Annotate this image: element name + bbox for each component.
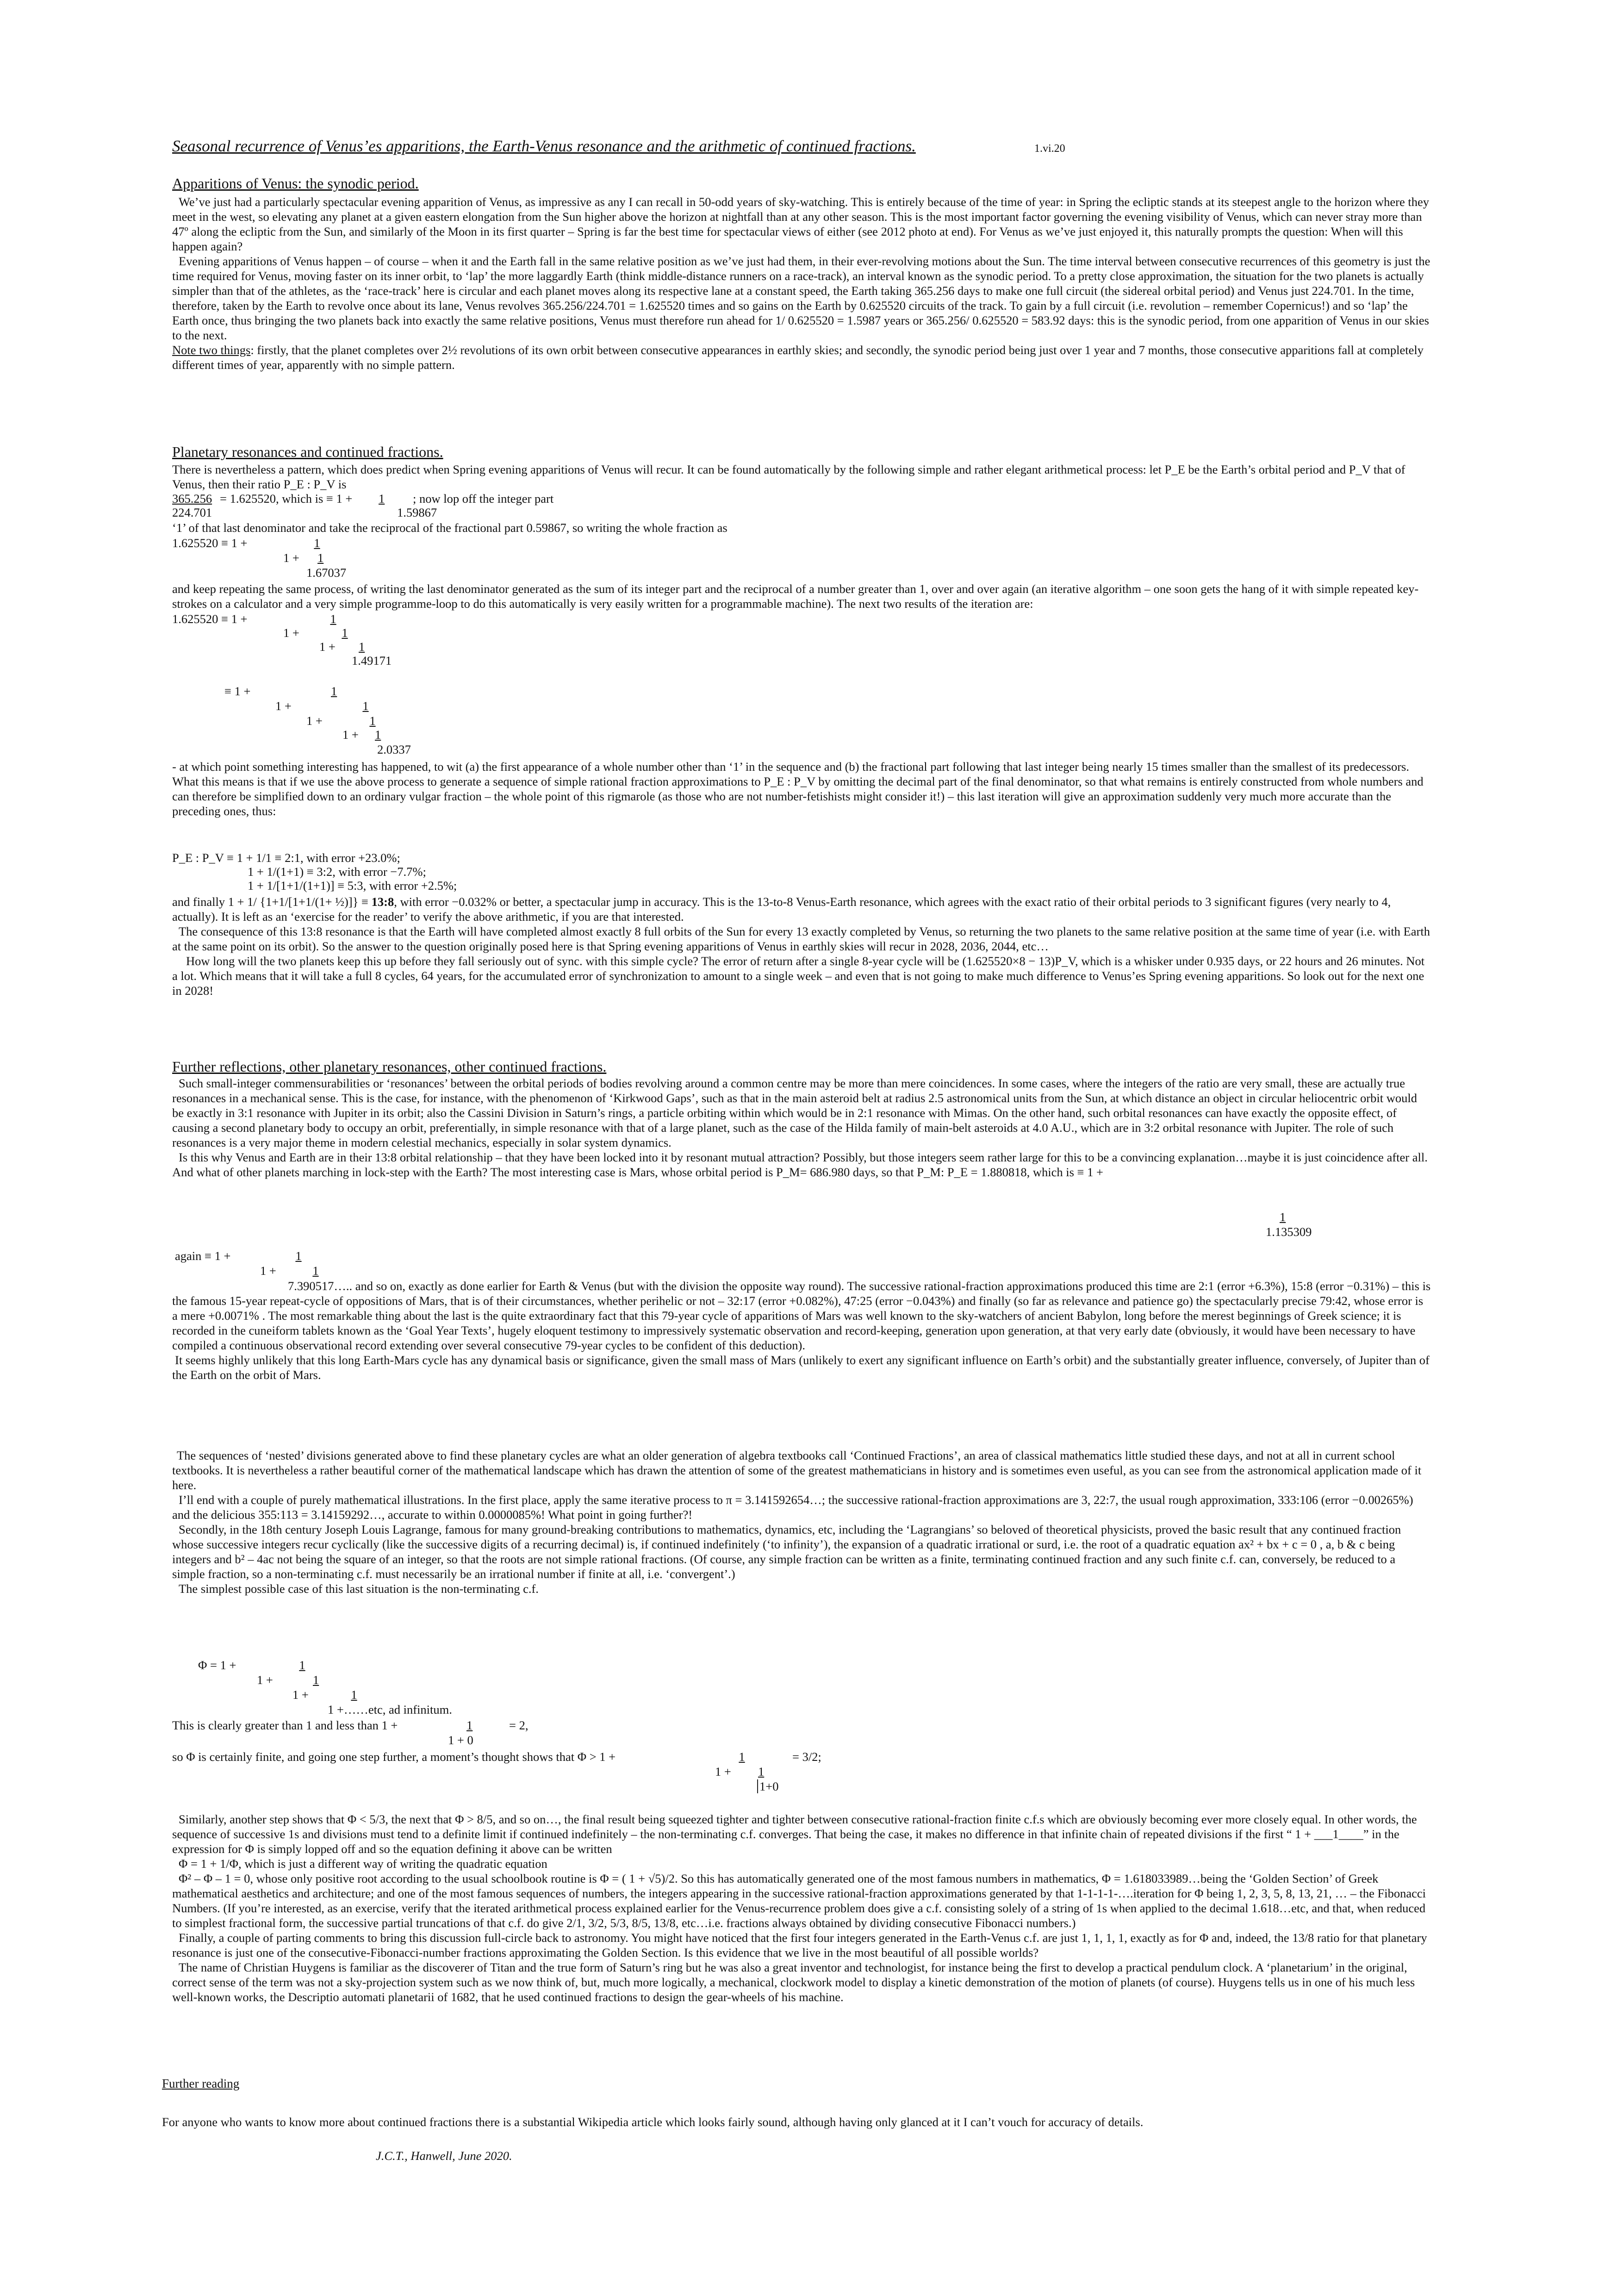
section-resonances-body xyxy=(172,894,1431,998)
paragraph: Evening apparitions of Venus happen – of course – when it and the Earth fall in the same relative position as we’ve just had them, in their ever-revolving motions about the Sun. The time interval between consecutive recurrences of this geometry is just the time required for Venus, moving faster on its inner orbit, to ‘lap’ the more laggardly Earth (think middle-distance runners on a race-track), an interval known as the synodic period. To a pretty close approximation, the situation for the two planets is actually simpler than that of the athletes, as the ‘race-track’ here is circular and each planet moves along its respective lane at a constant speed, the Earth taking 365.256 days to make one full circuit (the sidereal orbital period) and Venus just 224.701. In the time, therefore, taken by the Earth to revolve once about its lane, Venus revolves 365.256/224.701 = 1.625520 times and so gains on the Earth by 0.625520 circuits of the track. To gain by a full circuit (i.e. revolution – remember Copernicus!) and so ‘lap’ the Earth once, thus bringing the two planets back into exactly the same relative positions, Venus must therefore run ahead for 1/ 0.625520 = 1.5987 years or 365.256/ 0.625520 = 583.92 days: this is the synodic period, from one apparition of Venus in our skies to the next. xyxy=(172,254,1430,342)
signature: J.C.T., Hanwell, June 2020. xyxy=(376,2149,512,2163)
eq4-line-1: ≡ 1 + xyxy=(224,684,251,698)
paragraph: The sequences of ‘nested’ divisions generated above to find these planetary cycles are what an older generation of algebra textbooks call ‘Continued Fractions’, an area of classical mathematics little studied these days, and not at all in current school textbooks. It is nevertheless a rather beautiful corner of the mathematical landscape which has drawn the attention of some of the greatest mathematicians in history and is sometimes even useful, as you can see from the astronomical application made of it here. xyxy=(172,1448,1422,1492)
paragraph: - at which point something interesting has happened, to wit (a) the first appearance of a whole number other than ‘1’ in the sequence and (b) the fractional part following that last integer being nearly 15 times smaller than the smallest of its predecessors. What this means is that if we use the above process to generate a sequence of simple rational fraction approximations to P_E : P_V by omitting the decimal part of the final denominator, so that what remains is entirely constructed from whole numbers and can therefore be simplified down to an ordinary vulgar fraction – the whole point of this rigmarole (as those who are not number-fetishists might consider it!) – this last iteration will give an approximation suddenly very much more accurate than the preceding ones, thus: xyxy=(172,760,1424,818)
eq7-line-1: Φ = 1 + xyxy=(198,1658,236,1672)
eq6-one: 1 xyxy=(312,1264,319,1278)
eq6-one: 1 xyxy=(295,1249,302,1263)
paragraph: The name of Christian Huygens is familiar as the discoverer of Titan and the true form of Saturn’s ring but he was also a great inventor and technologist, for instance being the first to develop a practical pendulum clock. A ‘planetarium’ in the original, correct sense of the term was not a sky-projection system such as we now think of, but, much more logically, a mechanical, clockwork model to display a kinetic demonstration of the motion of planets (of course). Huygens tells us in one of his much less well-known works, the Descriptio automati planetarii of 1682, that he used continued fractions to design the gear-wheels of his machine. xyxy=(172,1960,1415,2004)
eq3-one: 1 xyxy=(342,626,348,640)
eq1-numerator: 365.256 xyxy=(172,492,212,505)
eq7-one: 1 xyxy=(313,1673,319,1687)
text-run: and so on, exactly as done earlier for Earth & Venus (but with the division the opposite way round). The successive rational-fraction approximations produced this time are 2:1 (error +6.3%), 15:8 (error −0.31%) – this is the famous 15-year repeat-cycle of oppositions of Mars, that is of their circumstances, whether perihelic or not – 32:17 (error +0.082%), 47:25 (error −0.043%) and finally (so far as relevance and patience go) the spectacularly precise 79:42, whose error is a mere +0.0071% . The most remarkable thing about the last is the quite extraordinary fact that this 79-year cycle of apparitions of Mars was well known to the sky-watchers of ancient Babylon, long before the merest beginnings of Greek science; it is recorded in the cuneiform tablets known as the ‘Goal Year Texts’, hugely eloquent testimony to impressively systematic observation and record-keeping, generation upon generation, at that very early date (obviously, it would have been necessary to have compiled a continuous observational record extending over several consecutive 79-year cycles to be confident of this deduction). xyxy=(172,1279,1431,1352)
eq7-one: 1 xyxy=(299,1658,305,1672)
paragraph: Finally, a couple of parting comments to bring this discussion full-circle back to astronomy. You might have noticed that the first four integers generated in the Earth-Venus c.f. are just 1, 1, 1, 1, exactly as for Φ and, indeed, the 13/8 ratio for that planetary resonance is just one of the consecutive-Fibonacci-number fractions approximating the Golden Section. Is this evidence that we live in the most beautiful of all possible worlds? xyxy=(172,1931,1427,1959)
paragraph: It seems highly unlikely that this long Earth-Mars cycle has any dynamical basis or significance, given the small mass of Mars (unlikely to exert any significant influence on Earth’s orbit) and the substantially greater influence, conversely, of Jupiter than of the Earth on the orbit of Mars. xyxy=(172,1353,1430,1382)
paragraph xyxy=(172,894,1431,924)
eq3-line-1: 1.625520 ≡ 1 + xyxy=(172,612,248,626)
eq9-one: 1 xyxy=(758,1765,765,1778)
section-further-body-3 xyxy=(172,1448,1431,1596)
approximation-2: 1 + 1/(1+1) ≡ 3:2, with error −7.7%; xyxy=(248,865,426,879)
eq4-one: 1 xyxy=(369,714,376,728)
eq4-one: 1 xyxy=(331,684,337,698)
section-synodic-body xyxy=(172,194,1431,372)
eq9-one: 1 xyxy=(739,1750,745,1764)
eq6-line-2: 1 + xyxy=(260,1264,276,1278)
note-text: : firstly, that the planet completes over 2½ revolutions of its own orbit between consecutive appearances in earthly skies; and secondly, the synodic period being just over 1 year and 7 months, those consecutive apparitions fall at completely different times of year, apparently with no simple pattern. xyxy=(172,343,1424,372)
section-further-body-4 xyxy=(172,1812,1431,2004)
eq7-line-4: 1 +……etc, ad infinitum. xyxy=(328,1703,452,1716)
eq1-text: = 1.625520, which is ≡ 1 + xyxy=(220,492,353,505)
eq2-one: 1 xyxy=(317,551,324,565)
eq9-line-1: so Φ is certainly finite, and going one step further, a moment’s thought shows that Φ > 1 + xyxy=(172,1750,616,1764)
paragraph: Similarly, another step shows that Φ < 5/3, the next that Φ > 8/5, and so on…, the final result being squeezed tighter and tighter between consecutive rational-fraction finite c.f.s which are obviously becoming ever more closely equal. In other words, the sequence of successive 1s and divisions must tend to a definite limit if continued indefinitely – the non-terminating c.f. converges. That being the case, it makes no difference in that infinite chain of repeated divisions if the first “ 1 + ___1____” in the expression for Φ is simply lopped off and so the equation defining it above can be written xyxy=(172,1812,1417,1856)
eq4-line-5: 2.0337 xyxy=(377,742,411,756)
document-title: Seasonal recurrence of Venus’es apparitions, the Earth-Venus resonance and the arithmetic of continued fractions. xyxy=(172,137,916,155)
paragraph: and keep repeating the same process, of writing the last denominator generated as the sum of its integer part and the reciprocal of a number greater than 1, over and over again (an iterative algorithm – one soon gets the hang of it with simple repeated key-strokes on a calculator and a very simple programme-loop to do this automatically is very easily written for a programmable machine). The next two results of the iteration are: xyxy=(172,582,1419,611)
eq3-one: 1 xyxy=(330,612,336,626)
paragraph xyxy=(172,1279,1431,1353)
eq2-line-2: 1 + xyxy=(283,551,299,565)
eq7-one: 1 xyxy=(351,1688,357,1702)
section-heading-further-reading: Further reading xyxy=(162,2077,240,2090)
paragraph: Φ² – Φ – 1 = 0, whose only positive root according to the usual schoolbook routine is Φ = ( 1 + √5)/2. So this has automatically generated one of the most famous numbers in mathematics, Φ = 1.618033989…being the ‘Golden Section’ of Greek mathematical aesthetics and architecture; and one of the most famous sequences of numbers, the integers appearing in the successive rational-fraction approximations generated by that 1-1-1-1-….iteration for Φ being 1, 2, 3, 5, 8, 13, 21, … – the Fibonacci Numbers. (If you’re interested, as an exercise, verify that the iterated arithmetical process explained earlier for the Venus-recurrence problem does give a c.f. consisting solely of a string of 1s when applied to the decimal 1.618…etc, and that, when reduced to simplest fractional form, the successive partial truncations of that c.f. do give 2/1, 3/2, 5/3, 8/5, 13/8, etc…i.e. fractions always obtained by dividing consecutive Fibonacci numbers.) xyxy=(172,1872,1426,1930)
paragraph: ‘1’ of that last denominator and take the reciprocal of the fractional part 0.59867, so writing the whole fraction as xyxy=(172,521,728,535)
paragraph: Is this why Venus and Earth are in their 13:8 orbital relationship – that they have been locked into it by resonant mutual attraction? Possibly, but those integers seem rather large for this to be a convincing explanation…maybe it is just coincidence after all. xyxy=(179,1150,1428,1164)
section-heading-resonances: Planetary resonances and continued fractions. xyxy=(172,443,443,460)
eq1-denominator-2: 1.59867 xyxy=(397,505,437,519)
text-run-bold: 13:8 xyxy=(371,895,394,909)
eq4-line-2: 1 + xyxy=(275,699,292,713)
eq3-line-4: 1.49171 xyxy=(352,654,392,668)
eq4-line-3: 1 + xyxy=(306,714,323,728)
approximation-1: P_E : P_V ≡ 1 + 1/1 ≡ 2:1, with error +23.0%; xyxy=(172,851,400,865)
eq2-one: 1 xyxy=(314,536,320,550)
eq9-line-4: 1+0 xyxy=(757,1779,778,1793)
eq1-denominator: 224.701 xyxy=(172,505,212,519)
eq7-line-2: 1 + xyxy=(257,1673,273,1687)
document-date: 1.vi.20 xyxy=(1034,143,1065,155)
eq8-line-1: This is clearly greater than 1 and less than 1 + xyxy=(172,1718,398,1732)
eq6-line-3: 7.390517….. xyxy=(288,1279,353,1293)
paragraph: There is nevertheless a pattern, which does predict when Spring evening apparitions of Venus will recur. It can be found automatically by the following simple and rather elegant arithmetical process: let P_E be the Earth’s orbital period and P_V that of Venus, then their ratio P_E : P_V is xyxy=(172,462,1405,491)
eq7-line-3: 1 + xyxy=(292,1688,309,1702)
paragraph: Such small-integer commensurabilities or ‘resonances’ between the orbital periods of bodies revolving around a common centre may be more than mere coincidences. In some cases, where the integers of the ratio are very small, these are actually true resonances in a mechanical sense. This is the case, for instance, with the phenomenon of ‘Kirkwood Gaps’, such as that in the main asteroid belt at radius 2.5 astronomical units from the Sun, at which distance an object in circular heliocentric orbit would be exactly in 3:1 resonance with Jupiter in its orbit; also the Cassini Division in Saturn’s rings, a particle orbiting within which would be in 2:1 resonance with Mimas. On the other hand, such orbital resonances can have exactly the opposite effect, of causing a second planetary body to occupy an orbit, preferentially, in simple resonance with that of a large planet, such as the case of the Hilda family of main-belt asteroids at 4.0 A.U., which are in 3:2 orbital resonance with Jupiter. The role of such resonances is a very major theme in modern celestial mechanics, especially in solar system dynamics. xyxy=(172,1076,1417,1149)
eq1-one: 1 xyxy=(379,492,385,505)
eq3-line-2: 1 + xyxy=(283,626,299,640)
eq5-one: 1 xyxy=(1280,1210,1286,1224)
eq4-one: 1 xyxy=(362,699,369,713)
eq8-line-2: = 2, xyxy=(509,1718,529,1732)
section-heading-further-reflections: Further reflections, other planetary resonances, other continued fractions. xyxy=(172,1058,607,1075)
approximation-3: 1 + 1/[1+1/(1+1)] ≡ 5:3, with error +2.5%; xyxy=(248,879,457,892)
eq4-one: 1 xyxy=(375,728,381,742)
eq3-line-3: 1 + xyxy=(319,640,336,654)
eq8-one: 1 xyxy=(466,1718,473,1732)
eq2-line-1: 1.625520 ≡ 1 + xyxy=(172,536,248,550)
paragraph: Secondly, in the 18th century Joseph Louis Lagrange, famous for many ground-breaking contributions to mathematics, dynamics, etc, including the ‘Lagrangians’ so beloved of theoretical physicists, proved the basic result that any continued fraction whose successive integers recur cyclically (like the successive digits of a recurring decimal) is, if continued indefinitely (‘to infinity’), the expansion of a quadratic irrational or surd, i.e. the root of a quadratic equation ax² + bx + c = 0 , a, b & c being integers and b² – 4ac not being the square of an integer, so that the roots are not simple rational fractions. (Of course, any simple fraction can be written as a finite, terminating continued fraction and any such finite c.f. can, conversely, be reduced to a simple fraction, so a non-terminating c.f. must necessarily be an irrational number if finite at all, i.e. ‘convergent’.) xyxy=(172,1522,1401,1581)
paragraph: How long will the two planets keep this up before they fall seriously out of sync. with this simple cycle? The error of return after a single 8-year cycle will be (1.625520×8 − 13)P_V, which is a whisker under 0.935 days, or 22 hours and 26 minutes. Not a lot. Which means that it will take a full 8 cycles, 64 years, for the accumulated error of synchronization to amount to a single week – and even that is not going to make much difference to Venus’es Spring evening apparitions. So look out for the next one in 2028! xyxy=(172,954,1425,998)
note-label: Note two things xyxy=(172,343,251,357)
eq1-note: ; now lop off the integer part xyxy=(413,492,554,505)
eq8-line-3: 1 + 0 xyxy=(448,1733,473,1747)
paragraph: I’ll end with a couple of purely mathematical illustrations. In the first place, apply the same iterative process to π = 3.141592654…; the successive rational-fraction approximations are 3, 22:7, the usual rough approximation, 333:106 (error −0.00265%) and the delicious 355:113 = 3.14159292…, accurate to within 0.0000085%! What point in going further?! xyxy=(172,1493,1413,1522)
paragraph: For anyone who wants to know more about continued fractions there is a substantial Wikipedia article which looks fairly sound, although having only glanced at it I can’t vouch for accuracy of details. xyxy=(162,2115,1144,2129)
eq6-line-1: again ≡ 1 + xyxy=(175,1249,231,1263)
eq9-line-2: = 3/2; xyxy=(792,1750,821,1764)
section-further-body-1 xyxy=(172,1076,1431,1179)
text-run: , with error −0.032% or better, a spectacular jump in accuracy. This is the 13-to-8 Venus-Earth resonance, which agrees with the exact ratio of their orbital periods to 3 significant figures (very nearly to 4, actually). It is left as an ‘exercise for the reader’ to verify the above arithmetic, if you are that interested. xyxy=(172,895,1391,923)
section-further-body-2 xyxy=(172,1279,1431,1382)
eq5-denominator: 1.135309 xyxy=(1266,1225,1312,1239)
paragraph: We’ve just had a particularly spectacular evening apparition of Venus, as impressive as any I can recall in 50-odd years of sky-watching. This is entirely because of the time of year: in Spring the ecliptic stands at its steepest angle to the horizon where they meet in the west, so elevating any planet at a given eastern elongation from the Sun higher above the horizon at nightfall than at any other season. This is the most important factor governing the evening visibility of Venus, which can never stray more than 47º along the ecliptic from the Sun, and similarly of the Moon in its first quarter – Spring is far the best time for spectacular views of either (see 2012 photo at end). For Venus as we’ve just enjoyed it, this naturally prompts the question: When will this happen again? xyxy=(172,195,1429,253)
eq9-line-3: 1 + xyxy=(715,1765,731,1778)
paragraph: The simplest possible case of this last situation is the non-terminating c.f. xyxy=(179,1582,539,1596)
section-heading-synodic: Apparitions of Venus: the synodic period. xyxy=(172,175,419,192)
paragraph: And what of other planets marching in lock-step with the Earth? The most interesting case is Mars, whose orbital period is P_M= 686.980 days, so that P_M: P_E = 1.880818, which is ≡ 1 + xyxy=(172,1165,1103,1179)
eq3-one: 1 xyxy=(359,640,365,654)
eq2-line-3: 1.67037 xyxy=(306,566,347,580)
paragraph xyxy=(172,343,1431,372)
paragraph: Φ = 1 + 1/Φ, which is just a different way of writing the quadratic equation xyxy=(179,1857,547,1871)
text-run: and finally 1 + 1/ {1+1/[1+1/(1+ ½)]} ≡ xyxy=(172,895,372,909)
eq4-line-4: 1 + xyxy=(342,728,359,742)
paragraph: The consequence of this 13:8 resonance is that the Earth will have completed almost exactly 8 full orbits of the Sun for every 13 exactly completed by Venus, so returning the two planets to the same relative position at the same time of year (i.e. with Earth at the same point on its orbit). So the answer to the question originally posed here is that Spring evening apparitions of Venus in earthly skies will recur in 2028, 2036, 2044, etc… xyxy=(172,924,1430,953)
